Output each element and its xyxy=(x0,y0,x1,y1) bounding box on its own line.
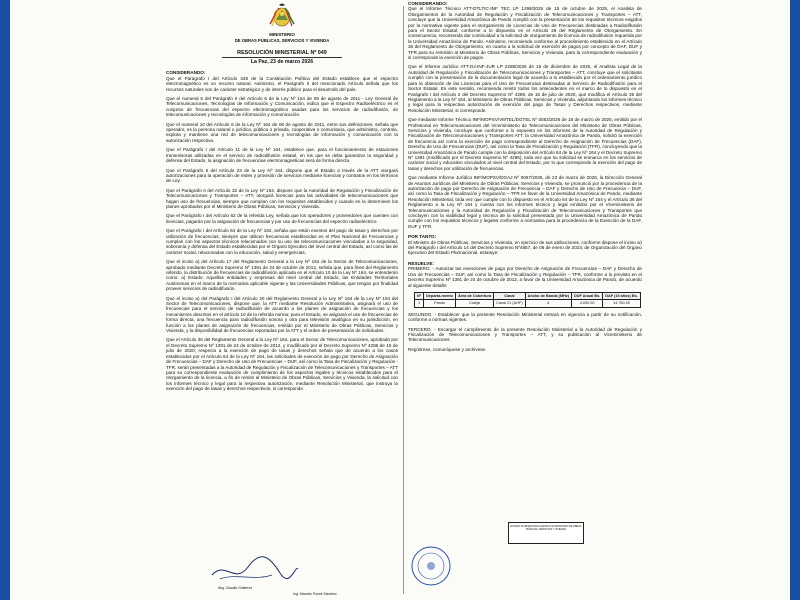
official-stamp xyxy=(508,522,584,544)
resuelve-heading: RESUELVE: xyxy=(408,260,434,266)
resolution-number: RESOLUCIÓN MINISTERIAL Nº 049 xyxy=(237,49,327,56)
column-header: DAF (15 años) Bs. xyxy=(603,292,641,299)
paragraph: Que el Informe Técnico ATT-DTLTIC-INF TEC LP 1299/2025 de 15 de octubre de 2025, el Analista de Otorgamientos de la Autoridad de Regulación y Fiscalización de Telecomunicaciones y Transportes – ATT, concluye que la Universidad Amazónica de Pando cumplió con la presentación de los requisitos técnicos exigidos por la normativa vigente para el otorgamiento de Licencias de Uso de Frecuencias destinadas a Radiodifusión para el Sector Estatal, conforme a lo dispuesto en el Artículo 29 del Reglamento de Otorgamiento. En consecuencia, recomienda dar continuidad a la solicitud de otorgamiento de licencia de radiodifusión requerida por la Universidad Amazónica de Pando. Asimismo, recomienda conforme al procedimiento establecido en el Artículo 36 del Reglamento de Otorgamiento, en cuanto a la solicitud de exención de pagos por concepto de DAF, DUF y TFR para su remisión al Ministerio de Obras Públicas, Servicios y Vivienda, para la correspondiente evaluación y si corresponde la exención de pagos. xyxy=(408,6,642,61)
paragraph: Que el Informe Jurídico ATT-DJ-INF-JUR LP 2288/2025 de 15 de diciembre de 2025, el Analista Legal de la Autoridad de Regulación y Fiscalización de Telecomunicaciones y Transportes – ATT, concluye que el solicitante cumplió con la presentación de la documentación legal de acuerdo a lo establecido por el ordenamiento jurídico para la obtención de las Licencias para el Uso de Frecuencias destinadas al Servicio de Radiodifusión para el Sector Estatal. En este sentido, recomienda remitir todos los antecedentes en el marco de lo dispuesto en el Parágrafo I del Artículo 2 del Decreto Supremo Nº 4286, de 15 de julio de 2020, que modifica el Artículo 36 del Reglamento a la Ley Nº 164, al Ministerio de Obras Públicas, Servicios y Vivienda, adjuntando los informes técnico y legal para la respectiva autorización de exención del pago de Tasas y Derechos respectivos, mediante Resolución Ministerial, si corresponde. xyxy=(408,64,642,113)
paragraph: Que el Parágrafo I del Artículo 64 de la Ley Nº 164, señala que están exentos del pago de tasas y derechos por utilización de frecuencias, siempre que utilicen frecuencias establecidas en el Plan Nacional de Frecuencias y cumplan con los aspectos técnicos relacionados con su uso las telecomunicaciones vinculadas a la seguridad, soberanía y defensa del Estado establecidas por el Órgano Ejecutivo del nivel central del Estado, así como las de carácter social, relacionadas con la educación, salud y emergencias. xyxy=(166,228,398,255)
article-segundo: SEGUNDO. - Establecer que la presente Resolución Ministerial entrará en vigencia a partir de su notificación, conforme a normas vigentes. xyxy=(408,311,642,323)
paragraph: Que el Parágrafo II del Artículo 23 de la Ley Nº 164, dispone que el Estado a través de la ATT otorgará autorizaciones para la operación de redes y provisión de servicios mediante licencias y contratos en los términos de Ley. xyxy=(166,167,398,184)
paragraph: Que el Parágrafo I del Artículo 62 de la referida Ley, señala que los operadores y proveedores que cuenten con licencias, pagarán por la asignación de frecuencias y por uso de frecuencias del espectro radioeléctrico. xyxy=(166,213,398,224)
table-cell: Canal 21 (UHF) xyxy=(494,300,526,307)
resolution-date: La Paz, 23 de marzo 2026 xyxy=(250,59,314,66)
article-primero: PRIMERO. - Autorizar las exenciones de pago por Derecho de Asignación de Frecuencias – DAF y Derecho de Uso de Frecuencias – DUF, así como la Tasa de Fiscalización y Regulación – TFR, conforme a lo previsto en el Decreto Supremo Nº 1391 de 24 de octubre de 2012, a favor de la Universidad Amazónica de Pando, de acuerdo al siguiente detalle: xyxy=(408,266,642,288)
table-cell: Cobija xyxy=(455,300,493,307)
table-cell: 6 xyxy=(525,300,571,307)
column-header: DUF Anual Bs. xyxy=(572,292,603,299)
official-seal-icon xyxy=(410,545,452,587)
paragraph: Que el numeral 5 del Parágrafo II del Artículo 6 de la Ley Nº 164 de 08 de agosto de 2011 - Ley General de Telecomunicaciones, Tecnologías de Información y Comunicación, indica que el Espectro Radioeléctrico es el conjunto de frecuencias del espectro electromagnético usadas para los servicios de radiodifusión, de telecomunicaciones y tecnologías de información y comunicación. xyxy=(166,96,398,118)
closing-formula: Regístrese, comuníquese y archívese. xyxy=(408,346,487,352)
table-cell: Pando xyxy=(424,300,456,307)
table-row xyxy=(415,300,641,307)
por-tanto-heading: POR TANTO: xyxy=(408,234,437,240)
por-tanto-text: El Ministro de Obras Públicas, Servicios y Vivienda, en ejercicio de sus atribuciones, conforme dispone el inciso w) del Parágrafo I del Artículo 14 del Decreto Supremo Nº4857, de 06 de enero de 2023, de Organización del Órgano Ejecutivo del Estado Plurinacional, estatuye: xyxy=(408,239,642,256)
paragraph: Que el inciso a) del Artículo 17 del Reglamento General a la Ley Nº 164 de la Sector de Telecomunicaciones, aprobado mediante Decreto Supremo Nº 1391 de 24 de octubre de 2012, señala que, para fines del Reglamento referido, la distribución de frecuencias de radiodifusión aplicada en el Artículo 10 de la Ley Nº 164, se entenderán como: a) Estado: Aquellas entidades y empresas del nivel central del Estado, las Entidades Territoriales Autónomas en el marco de la normativa aplicable vigente y las Universidades Públicas, que tengan por finalidad proveer servicios de radiodifusión. xyxy=(166,259,398,292)
table-cell: 4.000,00 xyxy=(572,300,603,307)
paragraph: Que el Parágrafo I del Artículo 11 de la Ley Nº 164, establece que, para el funcionamiento de estaciones transmisoras utilizadas en el servicio de radiodifusión estatal, en los que se deba garantizar la seguridad y defensa del Estado, la asignación de frecuencias electromagnéticas será de forma directa. xyxy=(166,147,398,164)
table-cell: 1 xyxy=(415,300,424,307)
column-header: Canal xyxy=(494,292,526,299)
exemption-table xyxy=(414,292,641,308)
article-tercero: TERCERO. - Encargar el cumplimiento de la presente Resolución Ministerial a la Autoridad de Regulación y Fiscalización de Telecomunicaciones y Transportes – ATT, y su publicación al Viceministerio de Telecomunicaciones. xyxy=(408,326,642,343)
considerando-heading: CONSIDERANDO: xyxy=(408,1,448,6)
column-header: Área de Cobertura xyxy=(455,292,493,299)
column-divider xyxy=(403,6,404,594)
column-header: Departa-mento xyxy=(424,292,456,299)
signatory-left-name: Abg. Claudio Gutiérrez xyxy=(217,586,253,590)
bolivia-coat-of-arms-icon xyxy=(267,2,297,32)
left-column xyxy=(166,0,398,600)
paragraph: Que mediante Informe Técnico INF/MOPSV/VMTEL/DGTEL Nº 0083/2026 de 18 de marzo de 2026, emitido por el Profesional en Telecomunicaciones del Viceministerio de Telecomunicaciones del Ministerio de Obras Públicas, Servicios y Vivienda, concluye que conforme a lo expuesto en los informes de la Autoridad de Regulación y Fiscalización de Telecomunicaciones y Transportes ATT, la Universidad Amazónica de Pando, solicitó la exención de frecuencia así como la exención de pago correspondiente al Derecho de Asignación de Frecuencias (DAF), Derecho de Uso de Frecuencias (DUF), así como la Tasa de Fiscalización y Regulación (TFR), concluyendo que la Universidad Amazónica de Pando cumple con la disposición del Artículo 64 de la Ley Nº 164 y el Decreto Supremo Nº 1391 (modificado por el Decreto Supremo Nº 4286), toda vez que su solicitud se enmarca en los servicios de carácter social y educativo vinculados al nivel central del Estado, por lo que corresponde la exención del pago de tasas y derechos por utilización de frecuencias. xyxy=(408,117,642,171)
paragraph: Que el numeral 10 del Artículo 6 de la Ley Nº 164 de 08 de agosto de 2011, entre sus definiciones, señala que operador, es la persona natural o jurídica, pública o privada, cooperativa o comunitaria, que administra, controla, explota y mantiene una red de telecomunicaciones y tecnologías de información y comunicación con la autorización respectiva. xyxy=(166,121,398,143)
right-column xyxy=(408,0,642,600)
paragraph: Que el Artículo 36 del Reglamento General a la Ley Nº 164, para el Sector de Telecomunicaciones, aprobado por el Decreto Supremo Nº 1391 de 24 de octubre de 2012, y modificado por el Decreto Supremo Nº 4286 de 15 de julio de 2020, respecto a la exención de pago de tasas y derechos señala que de acuerdo a los casos establecidos por el Artículo 64 de la Ley Nº 164, las solicitudes de exención de pago por Derecho de Asignación de Frecuencias – DAF y Derecho de Uso de Frecuencias – DUF, así como la Tasa de Fiscalización y Regulación - TFR, serán presentadas a la Autoridad de Regulación y Fiscalización de Telecomunicaciones y Transportes – ATT para su correspondiente evaluación de cumplimiento de los aspectos legales y técnicos establecidos para el otorgamiento de la licencia, a fin de remitir al Ministerio de Obras Públicas, Servicios y Vivienda, la solicitud con los informes técnico y legal para la respectiva autorización, mediante Resolución Ministerial, que instruya la exención del pago de tasas y derechos respectivos, si corresponde. xyxy=(166,337,398,392)
column-header: Nº xyxy=(415,292,424,299)
table-header-row xyxy=(415,292,641,299)
title-underline xyxy=(222,57,342,58)
paragraph: Que el Parágrafo II del Artículo 32 de la Ley Nº 164, dispone que la Autoridad de Regulación y Fiscalización de Telecomunicaciones y Transportes – ATT, otorgará licencias para las actividades de telecomunicaciones que hagan uso de frecuencias, siempre que cumplan con los requisitos establecidos y cuando en la determinen los planes aprobados por el Ministerio de Obras Públicas, Servicios y Vivienda. xyxy=(166,187,398,209)
column-header: Ancho de Banda (MHz) xyxy=(525,292,571,299)
paragraph: Que el Parágrafo I del Artículo 348 de la Constitución Política del Estado establece que el espectro electromagnético es un recurso natural. Asimismo, el Parágrafo II del mencionado Artículo señala que los recursos naturales son de carácter estratégico y de interés público para el desarrollo del país. xyxy=(166,75,398,92)
signatory-right-name: Ing. Marcelo Ponce Sánchez xyxy=(293,592,337,596)
table-cell: 14.750,00 xyxy=(603,300,641,307)
stamp-text: ESTADO PLURINACIONAL DE BOLIVIA MINISTERIO DE OBRAS PÚBLICAS, SERVICIOS Y VIVIENDA xyxy=(510,525,582,531)
document-page xyxy=(10,0,790,600)
signature-scribble-icon xyxy=(210,555,300,585)
paragraph: Que el inciso a) del Parágrafo I del Artículo 20 del Reglamento General a la Ley Nº 164 de la Ley Nº 164 del Sector de Telecomunicaciones, dispone que, la ATT mediante Resolución Administrativa, asignará el uso de frecuencias para el servicio de radiodifusión de acuerdo a los planes de asignación de frecuencias y los mecanismos descritos en el artículo 10 de la referida norma; para el Estado, se asignará el uso de frecuencias de forma directa, una frecuencia para radiodifusión sonora y otra para televisión analógica en su jurisdicción, en función a los planes de asignación de frecuencias, emitido por el Ministerio de Obras Públicas, Servicios y Vivienda, y la disponibilidad de frecuencias reportadas por la ATT y el orden de presentación de solicitudes. xyxy=(166,295,398,334)
crest-caption: MINISTERIO xyxy=(269,32,295,37)
paragraph: Que mediante Informe Jurídico INF/MOPSV/DGAJ Nº 0067/2026, de 23 de marzo de 2026, la Dirección General de Asuntos Jurídicos del Ministerio de Obras Públicas, Servicios y Vivienda, se pronunció por la procedencia de la autorización de pago por Derecho de Asignación de Frecuencia – DAF y Derecho de Uso de Frecuencia – DUF, así como la Tasa de Fiscalización y Regulación – TFR en favor de la Universidad Amazónica de Pando, mediante Resolución Ministerial, toda vez que cumple con lo dispuesto en el Artículo 64 de la Ley Nº 164 y el Artículo 36 del Reglamento a la Ley Nº 164 y cuenta con los informes técnico y legal emitidos por el Viceministerio de Telecomunicaciones y la Autoridad de Regulación y Fiscalización de Telecomunicaciones y Transportes que concluyen con la viabilidad legal y técnica de la solicitud presentada por la Universidad Amazónica de Pando cumple con los requisitos técnicos y legales conforme a normativa para la procedencia de la Exención de la DAF, DUF y TFR. xyxy=(408,175,642,229)
ministry-name: DE OBRAS PÚBLICAS, SERVICIOS Y VIVIENDA xyxy=(234,38,330,44)
considerando-heading: CONSIDERANDO: xyxy=(166,70,206,76)
